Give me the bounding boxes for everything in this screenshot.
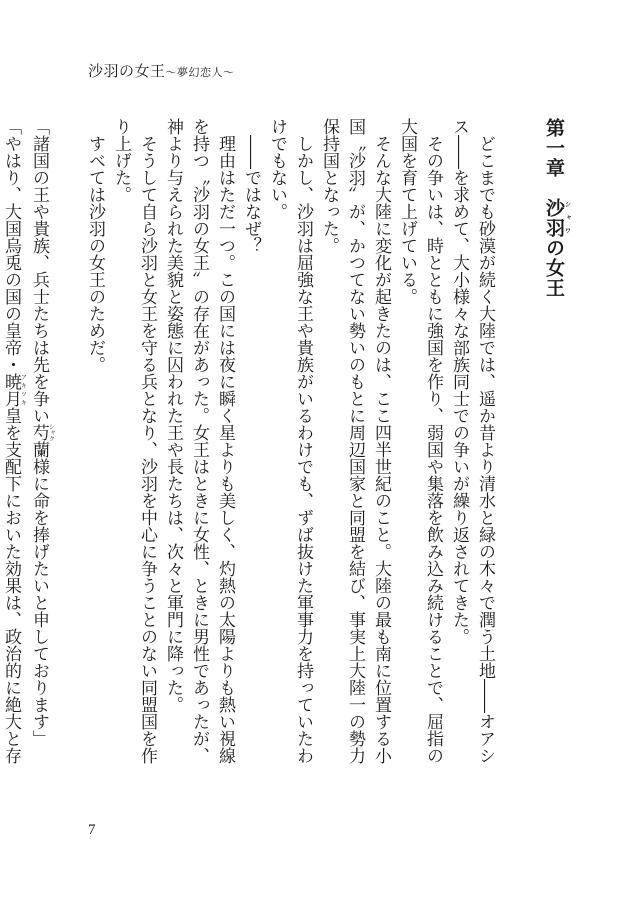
paragraph: その争いは、時とともに強国を作り、弱国や集落を飲み込み続けることで、屈指の大国を育て上げている。 <box>397 118 443 764</box>
running-head-subtitle: 〜夢幻恋人〜 <box>165 66 235 79</box>
running-head-title: 沙羽の女王 <box>88 62 166 80</box>
dialogue-line: 「諸国の王や貴族、兵士たちは先を争い芍シャク蘭様に命を捧げたいと申しております」 <box>29 118 55 747</box>
paragraph: そんな大陸に変化が起きたのは、ここ四半世紀のこと。大陸の最も南に位置する小国〝沙羽〟が、かつてない勢いのもとに周辺国家と同盟を結び、事実上大陸一の勢力保持国となった。 <box>319 118 391 764</box>
running-head <box>88 60 235 81</box>
paragraph: そうして自ら沙羽と女王を守る兵となり、沙羽を中心に争うことのない同盟国を作り上げた。 <box>111 118 157 764</box>
chapter-title-ruby: 沙羽シャワ <box>543 198 571 238</box>
paragraph: ――ではなぜ？ <box>241 135 261 254</box>
chapter-title <box>538 118 570 778</box>
paragraph: しかし、沙羽は屈強な王や貴族がいるわけでも、ずば抜けた軍事力を持っていたわけでもない。 <box>267 118 313 764</box>
paragraph: 理由はただ一つ。この国には夜に瞬く星よりも美しく、灼熱の太陽よりも熱い視線を持つ〝沙羽の女王〟の存在があった。女王はときに女性、ときに男性であったが、神より与えられた美貌と姿態に囚われた王や長たちは、次々と軍門に降った。 <box>163 118 235 764</box>
body-text <box>1 118 571 778</box>
paragraph: すべては沙羽の女王のためだ。 <box>85 135 105 373</box>
chapter-title-rest: の女王 <box>543 238 565 298</box>
dialogue-line: 「やはり、大国烏兎の国の皇帝・暁月アキツキ皇を支配下においた効果は、政治的に絶大と存 <box>1 118 27 764</box>
chapter-label: 第一章 <box>543 118 565 178</box>
page-number: 7 <box>88 822 96 838</box>
paragraph: どこまでも砂漠が続く大陸では、遥か昔より清水と緑の木々で潤う土地――オアシス――を求めて、大小様々な部族同士での争いが繰り返されてきた。 <box>449 118 495 764</box>
